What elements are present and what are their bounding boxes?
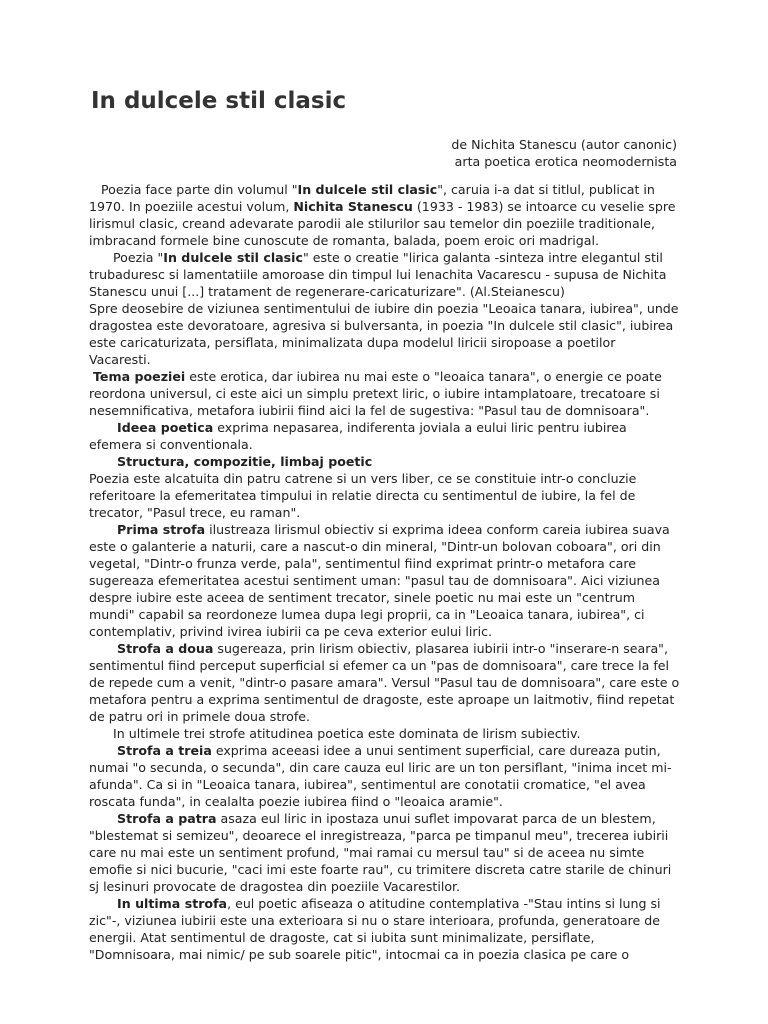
- indent: [89, 182, 101, 197]
- section-label: Strofa a doua: [117, 641, 214, 656]
- indent: [89, 811, 117, 826]
- paragraph-structura: Poezia este alcatuita din patru catrene si un vers liber, ce se constituie intr-o concluzie referitoare la efemeritatea timpului in relatie directa cu sentimentul de iubire, la fel de trecator, "Pasul trece, eu raman".: [89, 471, 637, 520]
- indent: [89, 896, 117, 911]
- section-label: Ideea poetica: [117, 420, 214, 435]
- paragraph-prima-strofa: Prima strofa ilustreaza lirismul obiectiv si exprima ideea conform careia iubirea suava este o galanterie a naturii, care a nascut-o din mineral, "Dintr-un bolovan coboara", ori din vegetal, "Dintr-o frunza verde, pala", sentimentul fiind exprimat printr-o metafora care sugereaza efemeritatea acestui sentiment uman: "pasul tau de domnisoara". Aici viziunea despre iubire este aceea de sentiment trecator, sinele poetic nu mai este un "centrum mundi" capabil sa reordoneze lumea dupa legi proprii, ca in "Leoaica tanara, iubirea", ci contemplativ, privind ivirea iubirii ca pe ceva exterior eului liric.: [89, 522, 670, 639]
- indent: [89, 420, 117, 435]
- section-label: Strofa a patra: [117, 811, 217, 826]
- indent: [89, 522, 117, 537]
- indent: [89, 743, 117, 758]
- byline: [451, 136, 677, 170]
- paragraph-ultimele-strofe: In ultimele trei strofe atitudinea poetica este dominata de lirism subiectiv.: [89, 725, 681, 742]
- bold-phrase: Nichita Stanescu: [293, 199, 413, 214]
- indent: [89, 454, 117, 469]
- byline-author: de Nichita Stanescu (autor canonic): [451, 137, 677, 152]
- paragraph-strofa-patra: Strofa a patra asaza eul liric in ipostaza unui suflet impovarat parca de un blestem, "blestemat si semizeu", deoarece el inregistreaza, "parca pe timpanul meu", trecerea iubirii care nu mai este un sentiment profund, "mai ramai cu mersul tau" si de aceea nu simte emofie si nici bucurie, "caci imi este foarte rau", cu trimitere discreta catre starile de chinuri sj lesinuri provocate de dragostea din poeziile Vacarestilor.: [89, 811, 672, 894]
- paragraph-strofa-treia: Strofa a treia exprima aceeasi idee a unui sentiment superficial, care dureaza putin, numai "o secunda, o secunda", din care cauza eul liric are un ton persiflant, "inima incet mi-afunda". Ca si in "Leoaica tanara, iubirea", sentimentul are conotatii cromatice, "el avea roscata funda", in cealalta poezie iubirea fiind o "leoaica aramie".: [89, 743, 672, 809]
- paragraph-tema: Tema poeziei este erotica, dar iubirea nu mai este o "leoaica tanara", o energie ce poate reordona universul, ci este aici un simplu pretext liric, o iubire intamplatoare, trecatoare si nesemnificativa, metafora iubirii fiind aici la fel de sugestiva: "Pasul tau de domnisoara".: [89, 369, 662, 418]
- section-label: Prima strofa: [117, 522, 206, 537]
- article-body: [89, 181, 681, 963]
- paragraph-quote: Poezia "In dulcele stil clasic" este o creatie "lirica galanta -sinteza intre elegantul stil trubaduresc si lamentatiile amoroase din timpul lui Ienachita Vacarescu - supusa de Nichita Stanescu unui [...] tratament de regenerare-caricaturizare". (Al.Steianescu): [89, 250, 667, 299]
- paragraph-ideea: Ideea poetica exprima nepasarea, indiferenta joviala a eului liric pentru iubirea efemera si conventionala.: [89, 420, 627, 452]
- section-heading: [89, 453, 681, 470]
- byline-genre: arta poetica erotica neomodernista: [454, 154, 677, 169]
- indent: [89, 726, 113, 741]
- paragraph-strofa-doua: Strofa a doua sugereaza, prin lirism obiectiv, plasarea iubirii intr-o "inserare-n seara", sentimentul fiind perceput superficial si efemer ca un "pas de domnisoara", care trece la fel de repede cum a venit, "dintr-o pasare amara". Versul "Pasul tau de domnisoara", care este o metafora pentru a exprima sentimentul de dragoste, este aproape un laitmotiv, fiind repetat de patru ori in primele doua strofe.: [89, 641, 680, 724]
- bold-phrase: In dulcele stil clasic: [163, 250, 303, 265]
- indent: [89, 250, 113, 265]
- paragraph-intro: Poezia face parte din volumul "In dulcele stil clasic", caruia i-a dat si titlul, publicat in 1970. In poeziile acestui volum, Nichita Stanescu (1933 - 1983) se intoarce cu veselie spre lirismul clasic, creand adevarate parodii ale stilurilor sau temelor din poeziile traditionale, imbracand formele bine cunoscute de romanta, balada, poem eroic ori madrigal.: [89, 182, 676, 248]
- section-label: Strofa a treia: [117, 743, 212, 758]
- bold-phrase: In dulcele stil clasic: [297, 182, 438, 197]
- section-label: Structura, compozitie, limbaj poetic: [117, 454, 373, 469]
- page-title: In dulcele stil clasic: [91, 88, 347, 114]
- paragraph-ultima-strofa: In ultima strofa, eul poetic afiseaza o atitudine contemplativa -"Stau intins si lung si zic"-, viziunea iubirii este una exterioara si nu o stare interioara, profunda, generatoare de energii. Atat sentimentul de dragoste, cat si iubita sunt minimalizate, persiflate, "Domnisoara, mai nimic/ pe sub soarele pitic", intocmai ca in poezia clasica pe care o: [89, 896, 661, 962]
- section-label: Tema poeziei: [93, 369, 186, 384]
- paragraph-comparison: Spre deosebire de viziunea sentimentului de iubire din poezia "Leoaica tanara, iubirea", unde dragostea este devoratoare, agresiva si bulversanta, in poezia "In dulcele stil clasic", iubirea este caricaturizata, persiflata, minimalizata dupa modelul liricii siropoase a poetilor Vacaresti.: [89, 301, 679, 367]
- section-label: In ultima strofa: [117, 896, 228, 911]
- indent: [89, 641, 117, 656]
